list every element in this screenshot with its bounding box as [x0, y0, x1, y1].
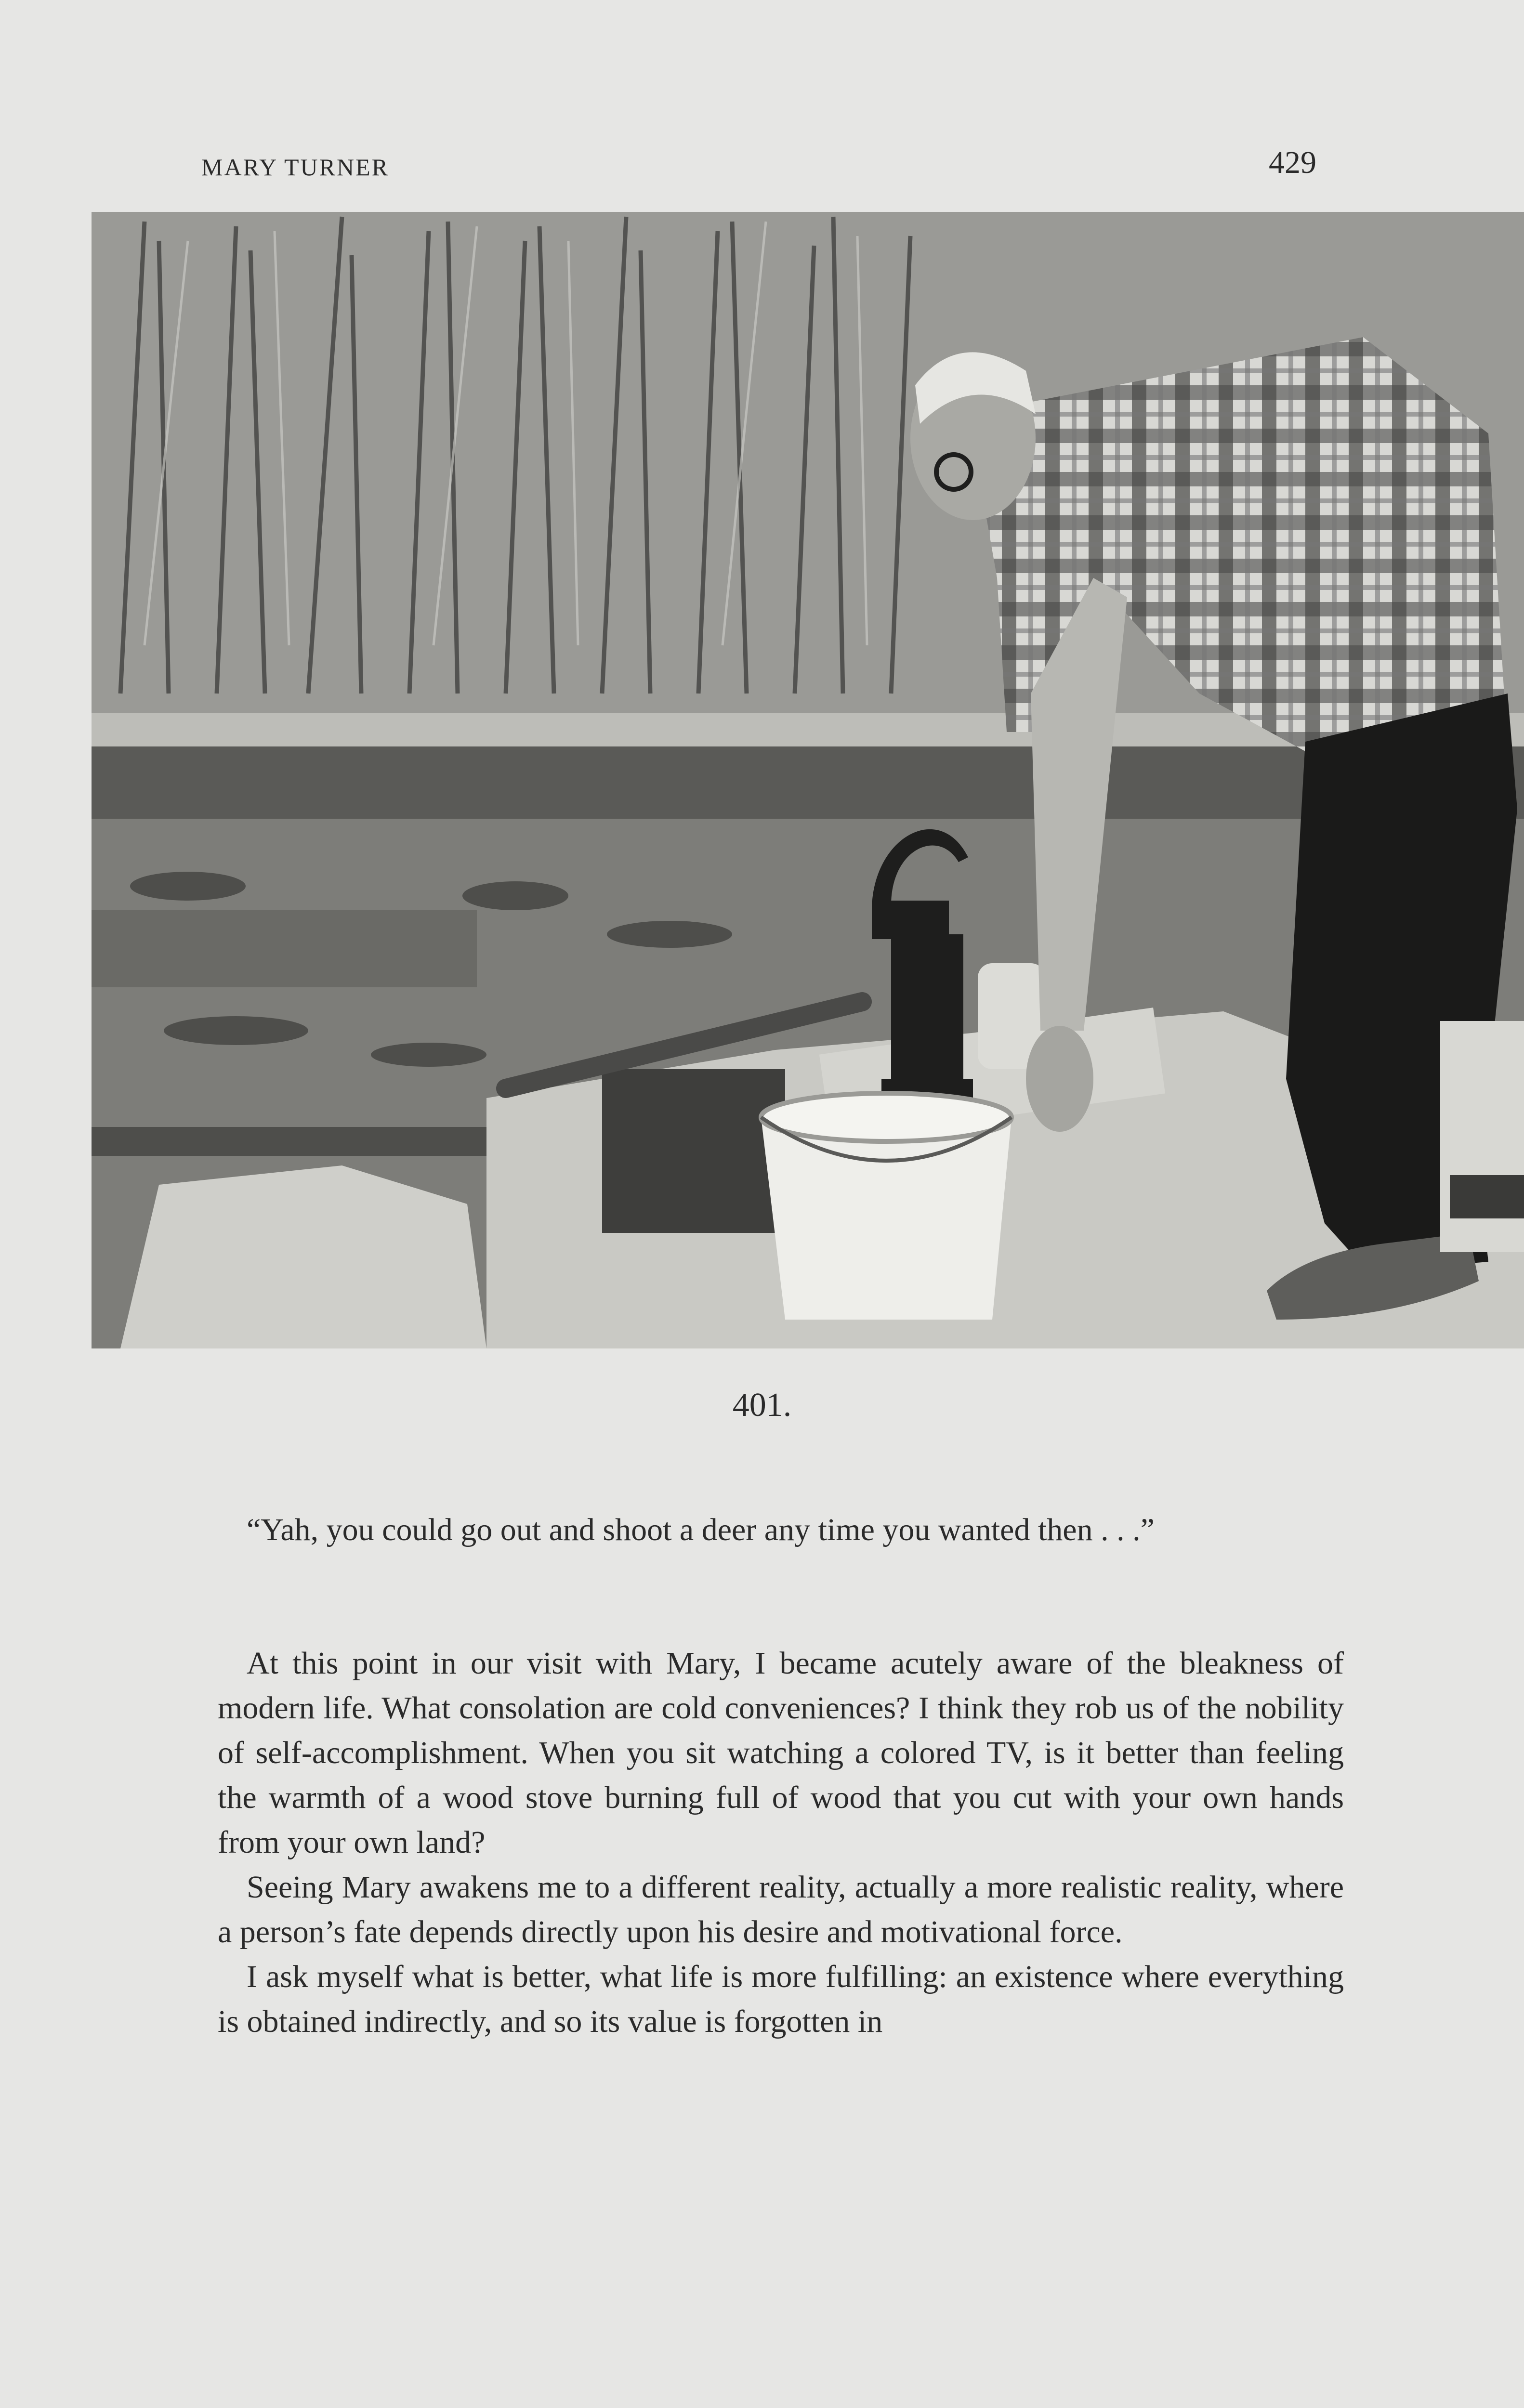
paragraph: I ask myself what is better, what life is more fulfilling: an existence where everything is obtained indirectly, and so its value is forgotten in [218, 1959, 1344, 2039]
body-text [218, 1507, 1344, 2044]
paragraph-quote: “Yah, you could go out and shoot a deer any time you wanted then . . .” [247, 1512, 1155, 1547]
photo-woman-at-water-pump [92, 212, 1524, 1348]
page-number: 429 [1269, 145, 1316, 180]
paragraph: At this point in our visit with Mary, I became acutely aware of the bleakness of modern life. What consolation are cold conveniences? I think they rob us of the nobility of self-accomplishment. When you sit watching a colored TV, is it better than feeling the warmth of a wood stove burning full of wood that you cut with your own hands from your own land? [218, 1646, 1344, 1860]
running-head: MARY TURNER [201, 154, 390, 181]
figure-caption: 401. [732, 1387, 792, 1424]
paragraph: Seeing Mary awakens me to a different reality, actually a more realistic reality, where a person’s fate depends directly upon his desire and motivational force. [218, 1870, 1344, 1950]
photo-illustration [92, 212, 1524, 1348]
